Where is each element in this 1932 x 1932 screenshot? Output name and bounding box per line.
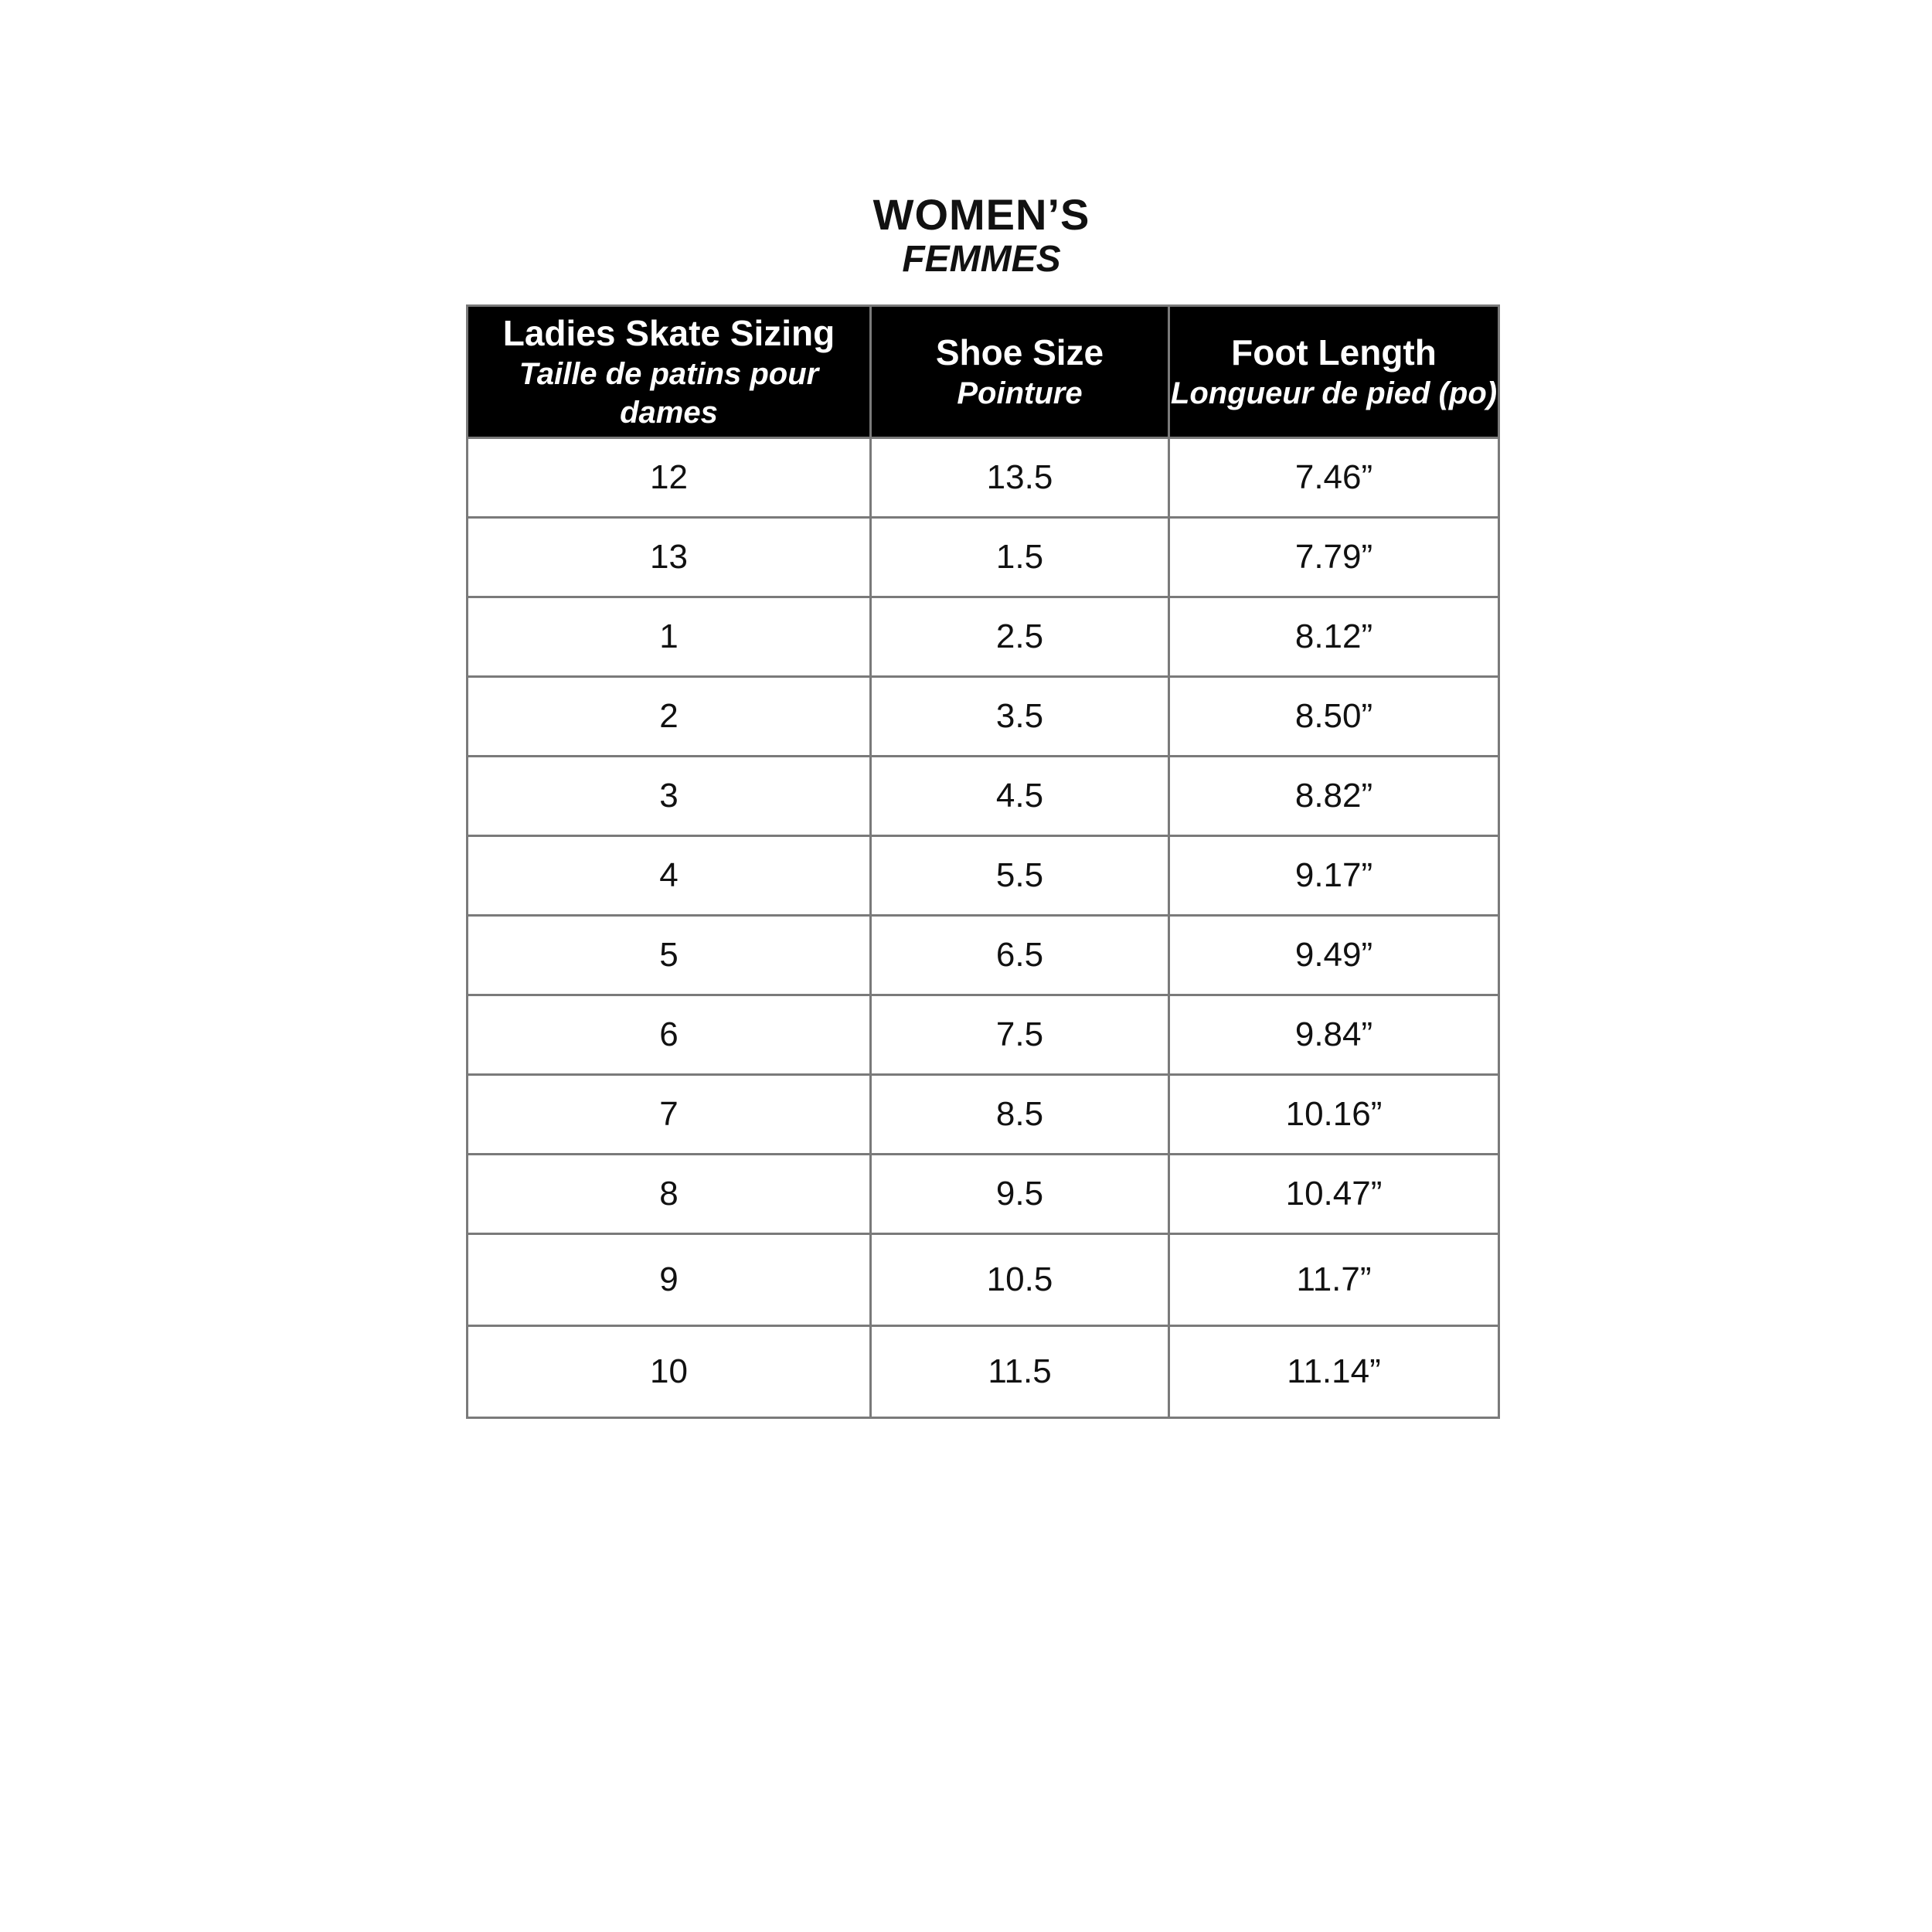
shoe-size-cell: 2.5	[871, 597, 1169, 677]
foot-length-cell: 8.12”	[1169, 597, 1499, 677]
header-row	[468, 306, 1499, 438]
table-row	[468, 916, 1499, 995]
shoe-size-cell: 1.5	[871, 518, 1169, 597]
foot-length-cell: 7.46”	[1169, 438, 1499, 518]
table-row	[468, 1234, 1499, 1326]
shoe-size-cell: 10.5	[871, 1234, 1169, 1326]
header-sublabel: Taille de patins pour dames	[519, 357, 819, 430]
header-label: Foot Length	[1231, 332, 1437, 372]
skate-size-cell: 7	[468, 1075, 871, 1155]
shoe-size-cell: 11.5	[871, 1326, 1169, 1418]
foot-length-cell: 10.47”	[1169, 1155, 1499, 1234]
table-row	[468, 597, 1499, 677]
table-row	[468, 836, 1499, 916]
table-row	[468, 518, 1499, 597]
foot-length-cell: 8.50”	[1169, 677, 1499, 757]
skate-size-cell: 5	[468, 916, 871, 995]
foot-length-cell: 9.49”	[1169, 916, 1499, 995]
shoe-size-cell: 9.5	[871, 1155, 1169, 1234]
header-label: Shoe Size	[935, 332, 1104, 372]
table-row	[468, 995, 1499, 1075]
header-foot-length	[1169, 306, 1499, 438]
page-subtitle: FEMMES	[902, 239, 1061, 280]
foot-length-cell: 9.17”	[1169, 836, 1499, 916]
table-row	[468, 1075, 1499, 1155]
header-shoe-size	[871, 306, 1169, 438]
foot-length-cell: 7.79”	[1169, 518, 1499, 597]
foot-length-cell: 11.7”	[1169, 1234, 1499, 1326]
shoe-size-cell: 4.5	[871, 757, 1169, 836]
skate-size-cell: 9	[468, 1234, 871, 1326]
header-ladies-skate-sizing	[468, 306, 871, 438]
foot-length-cell: 9.84”	[1169, 995, 1499, 1075]
skate-size-cell: 10	[468, 1326, 871, 1418]
table-row	[468, 438, 1499, 518]
table-header	[468, 306, 1499, 438]
shoe-size-cell: 7.5	[871, 995, 1169, 1075]
header-sublabel: Longueur de pied (po)	[1170, 376, 1498, 410]
skate-size-cell: 8	[468, 1155, 871, 1234]
skate-size-cell: 3	[468, 757, 871, 836]
table-row	[468, 677, 1499, 757]
foot-length-cell: 8.82”	[1169, 757, 1499, 836]
table-row	[468, 757, 1499, 836]
header-label: Ladies Skate Sizing	[502, 313, 835, 353]
table-row	[468, 1326, 1499, 1418]
table-body	[468, 438, 1499, 1418]
size-chart-table	[466, 304, 1500, 1419]
title-block	[0, 192, 1932, 281]
skate-size-cell: 6	[468, 995, 871, 1075]
header-sublabel: Pointure	[957, 376, 1083, 410]
skate-size-cell: 2	[468, 677, 871, 757]
skate-size-cell: 12	[468, 438, 871, 518]
page-title: WOMEN’S	[872, 190, 1090, 239]
table-row	[468, 1155, 1499, 1234]
shoe-size-cell: 6.5	[871, 916, 1169, 995]
foot-length-cell: 11.14”	[1169, 1326, 1499, 1418]
skate-size-cell: 4	[468, 836, 871, 916]
skate-size-cell: 1	[468, 597, 871, 677]
skate-size-cell: 13	[468, 518, 871, 597]
shoe-size-cell: 3.5	[871, 677, 1169, 757]
shoe-size-cell: 13.5	[871, 438, 1169, 518]
shoe-size-cell: 8.5	[871, 1075, 1169, 1155]
foot-length-cell: 10.16”	[1169, 1075, 1499, 1155]
shoe-size-cell: 5.5	[871, 836, 1169, 916]
